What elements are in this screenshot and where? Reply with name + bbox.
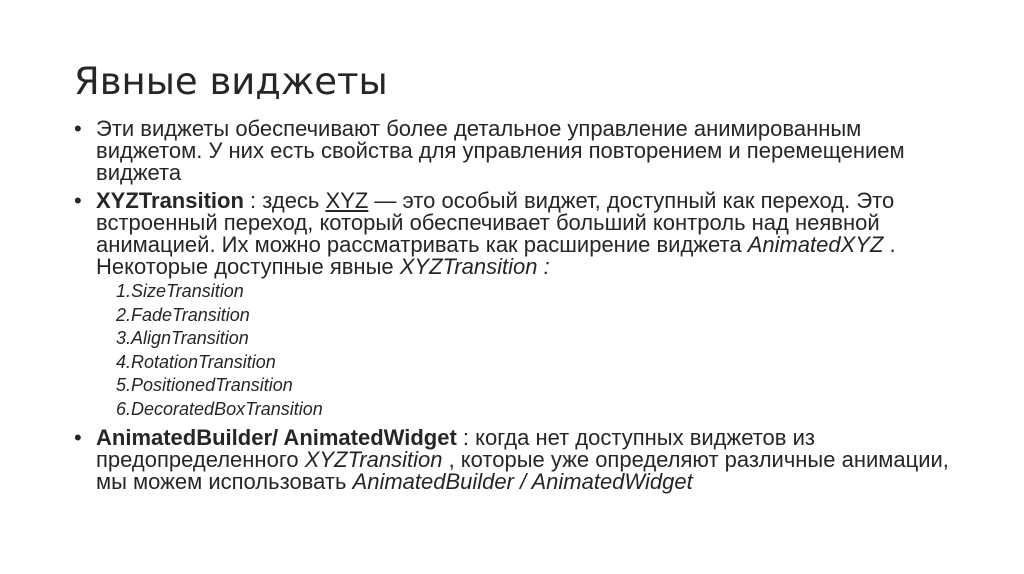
list-number: 4. <box>116 351 132 372</box>
list-number: 3. <box>116 328 132 348</box>
list-item <box>116 398 964 422</box>
bullet-text: — это особый виджет, доступный как переход. Это встроенный переход, который обеспечивает больший контроль над неявной анимацией. Их можно рассматривать как расширение виджета <box>96 188 895 257</box>
term-italic: XYZTransition <box>304 447 443 472</box>
list-number: 1. <box>116 281 132 301</box>
list-item <box>116 280 964 304</box>
bullet-text: : когда нет доступных виджетов из предопределенного <box>96 425 815 472</box>
list-item <box>116 351 964 375</box>
list-label: PositionedTransition <box>131 375 293 395</box>
list-item <box>116 327 964 351</box>
bullet-mark: • <box>74 425 82 450</box>
bullet-item <box>74 190 964 421</box>
bullet-list <box>74 118 964 499</box>
bullet-item <box>74 118 964 184</box>
list-number: 2. <box>116 304 132 325</box>
bullet-item <box>74 427 964 493</box>
term-italic: AnimatedBuilder / AnimatedWidget <box>352 469 693 494</box>
list-number: 5. <box>116 375 132 395</box>
bullet-mark: • <box>74 188 82 213</box>
bullet-mark: • <box>74 116 82 141</box>
bullet-text: : здесь <box>243 188 326 213</box>
slide-title: Явные виджеты <box>74 60 388 103</box>
term-bold: AnimatedBuilder/ AnimatedWidget <box>96 425 457 450</box>
list-item <box>116 374 964 398</box>
term-italic: XYZTransition : <box>399 254 550 279</box>
term-italic: AnimatedXYZ <box>747 232 884 257</box>
bullet-text: Эти виджеты обеспечивают более детальное управление анимированным виджетом. У них есть свойства для управления повторением и перемещением виджета <box>96 116 905 185</box>
transition-list <box>116 280 964 421</box>
term-bold: XYZTransition <box>96 188 244 213</box>
term-underlined: XYZ <box>325 188 369 213</box>
list-label: SizeTransition <box>131 281 244 301</box>
list-label: DecoratedBoxTransition <box>131 398 323 419</box>
list-item <box>116 304 964 328</box>
list-label: AlignTransition <box>131 328 249 348</box>
bullet-text: , которые уже определяют различные анимации, мы можем использовать <box>96 447 949 494</box>
bullet-text: . Некоторые доступные явные <box>96 232 896 279</box>
list-label: RotationTransition <box>131 351 276 372</box>
list-label: FadeTransition <box>131 304 250 325</box>
list-number: 6. <box>116 398 132 419</box>
